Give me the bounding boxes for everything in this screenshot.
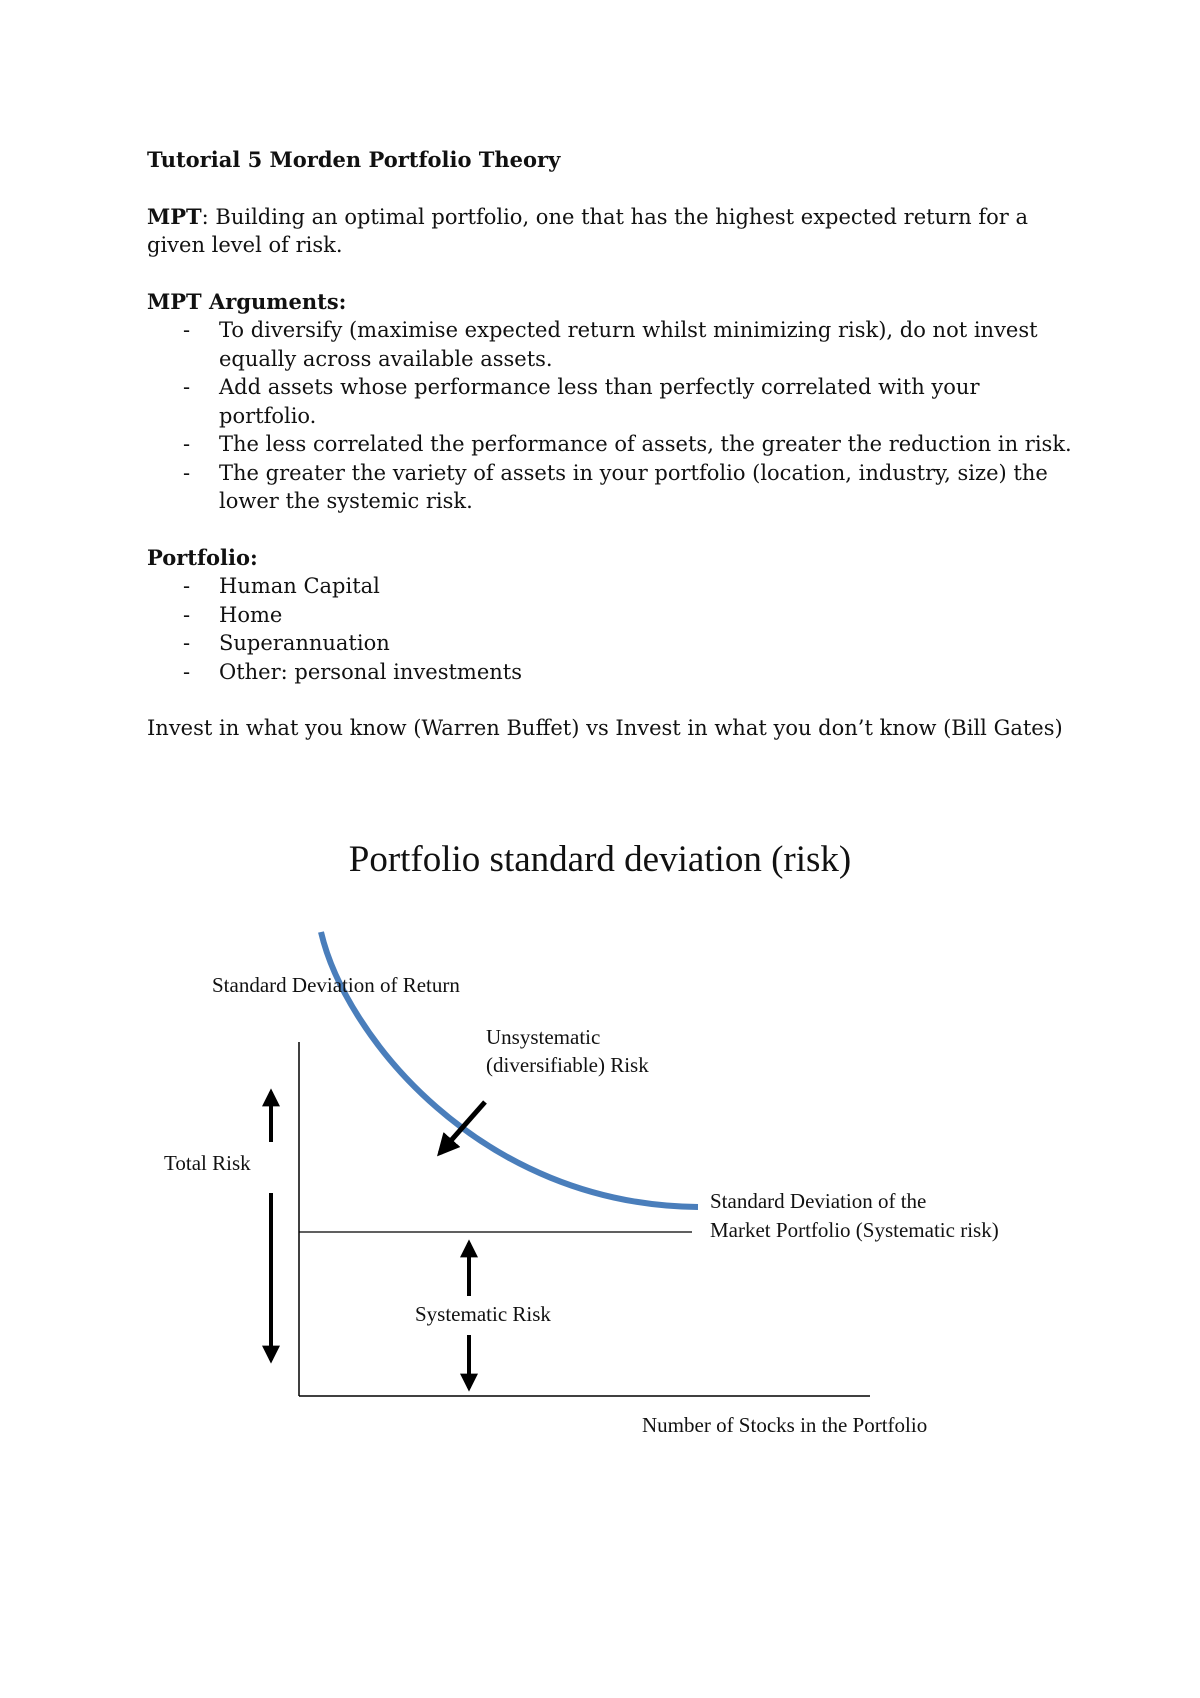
list-dash: -	[183, 659, 191, 684]
y-axis-label: Standard Deviation of Return	[212, 973, 460, 997]
list-item: - Human Capital	[147, 572, 1077, 601]
risk-diagram	[0, 820, 1200, 1440]
market-label-line2: Market Portfolio (Systematic risk)	[710, 1218, 999, 1242]
x-axis-label: Number of Stocks in the Portfolio	[642, 1413, 928, 1437]
portfolio-list	[147, 572, 1077, 686]
systematic-risk-label: Systematic Risk	[415, 1302, 551, 1326]
diagram-canvas	[0, 820, 1200, 1440]
list-item: - Home	[147, 601, 1077, 630]
list-item: - Superannuation	[147, 629, 1077, 658]
unsystematic-label-line1: Unsystematic	[486, 1025, 601, 1049]
mpt-definition	[147, 203, 1077, 260]
portfolio-heading: Portfolio:	[147, 544, 258, 570]
document-body	[147, 146, 1077, 771]
list-dash: -	[183, 318, 191, 342]
list-dash: -	[183, 631, 191, 655]
market-label-line1: Standard Deviation of the	[710, 1189, 927, 1213]
diagram-title: Portfolio standard deviation (risk)	[348, 839, 852, 880]
mpt-arguments-section	[147, 288, 1077, 516]
portfolio-section	[147, 544, 1077, 687]
total-risk-label: Total Risk	[164, 1151, 251, 1175]
mpt-arguments-list	[147, 316, 1077, 516]
page-title: Tutorial 5 Morden Portfolio Theory	[147, 147, 561, 172]
list-item: - To diversify (maximise expected return whilst minimizing risk), do not invest equally across available assets.	[183, 318, 1038, 371]
list-dash: -	[183, 460, 191, 485]
list-item: - The greater the variety of assets in your portfolio (location, industry, size) the lower the systemic risk.	[183, 460, 1048, 513]
unsystematic-label-line2: (diversifiable) Risk	[486, 1053, 649, 1077]
list-dash: -	[183, 432, 191, 456]
list-dash: -	[183, 574, 191, 598]
mpt-text: : Building an optimal portfolio, one that has the highest expected return for a given level of risk.	[147, 204, 1028, 257]
list-dash: -	[183, 375, 191, 399]
list-item: - Other: personal investments	[147, 658, 1077, 687]
list-item: - The less correlated the performance of assets, the greater the reduction in risk.	[147, 430, 1077, 459]
unsystematic-pointer-arrow	[440, 1102, 485, 1153]
mpt-term: MPT	[147, 203, 202, 229]
list-dash: -	[183, 602, 191, 627]
list-item: - Add assets whose performance less than perfectly correlated with your portfolio.	[183, 375, 980, 428]
mpt-arguments-heading: MPT Arguments:	[147, 288, 347, 314]
invest-line: Invest in what you know (Warren Buffet) vs Invest in what you don’t know (Bill Gates)	[147, 716, 1063, 740]
